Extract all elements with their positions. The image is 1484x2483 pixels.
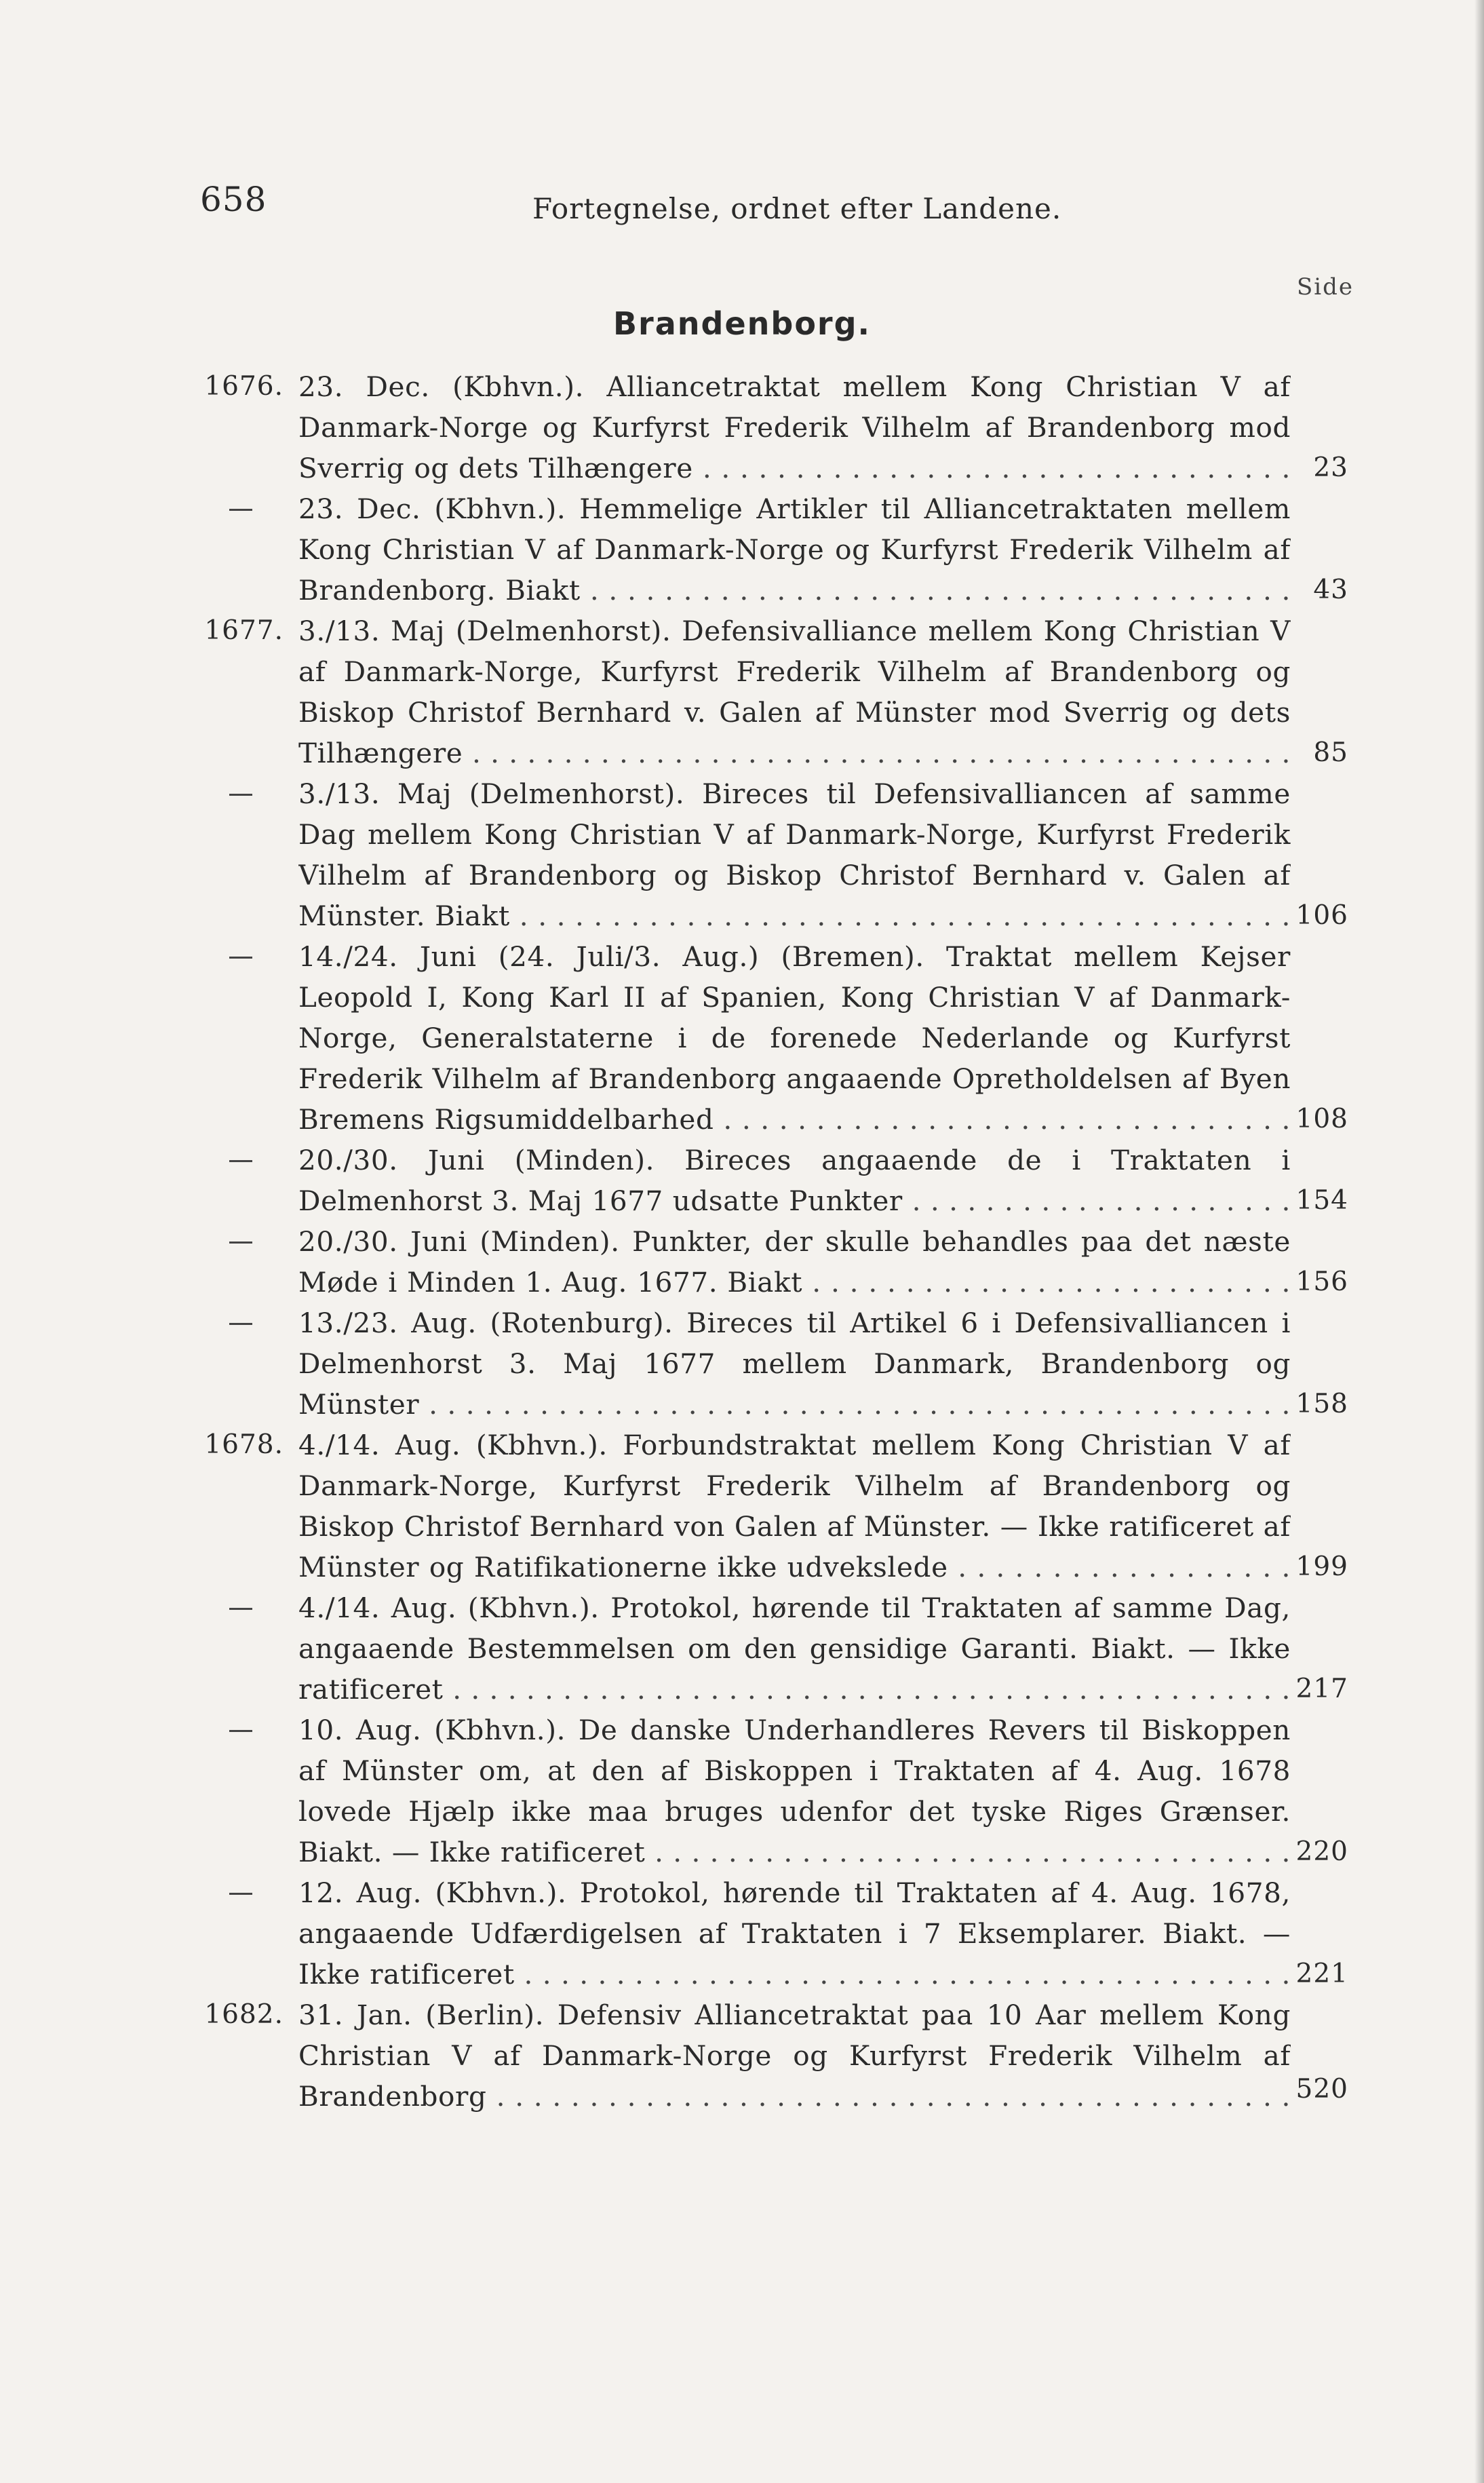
entry-page: 158 [1295, 1384, 1348, 1425]
side-column-label: Side [1297, 273, 1354, 301]
entry-year: 1678. [204, 1429, 284, 1460]
entry-text: 23. Dec. (Kbhvn.). Alliancetraktat mellem Kong Christian V af Danmark-Norge og Kurfyrst Frederik Vilhelm af Brandenborg mod Sverrig og dets Tilhængere . . . [298, 366, 1291, 488]
page-edge-shadow [1475, 0, 1484, 2483]
page-number: 658 [200, 180, 267, 219]
entry-page: 154 [1295, 1180, 1348, 1221]
ditto-dash [229, 794, 252, 796]
entry-page: 217 [1295, 1669, 1348, 1710]
ditto-dash [229, 1160, 252, 1162]
ditto-dash [229, 1730, 252, 1732]
entry-text: 4./14. Aug. (Kbhvn.). Protokol, hørende til Traktaten af samme Dag, angaaende Bestemmelsen om den gensidige Garanti. Biakt. — Ikke ratificeret . . . [298, 1587, 1291, 1710]
entry-page: 199 [1295, 1547, 1348, 1587]
running-title: Fortegnelse, ordnet efter Landene. [532, 192, 1062, 225]
entry-page: 520 [1295, 2069, 1348, 2110]
entry-text: 31. Jan. (Berlin). Defensiv Alliancetraktat paa 10 Aar mellem Kong Christian V af Danmark-Norge og Kurfyrst Frederik Vilhelm af Brandenborg . . . [298, 1995, 1291, 2117]
ditto-dash [229, 509, 252, 511]
entry-page: 106 [1295, 896, 1348, 936]
ditto-dash [229, 1323, 252, 1325]
entry-page: 108 [1295, 1099, 1348, 1140]
entry-text: 3./13. Maj (Delmenhorst). Defensivalliance mellem Kong Christian V af Danmark-Norge, Kurfyrst Frederik Vilhelm af Brandenborg og Biskop Christof Bernhard v. Galen af Münster mod Sverrig og dets Tilhængere . . . [298, 611, 1291, 773]
entry-text: 10. Aug. (Kbhvn.). De danske Underhandleres Revers til Biskoppen af Münster om, at den af Biskoppen i Traktaten af 4. Aug. 1678 lovede Hjælp ikke maa bruges udenfor det tyske Riges Grænser. Biakt. — Ikke ratificeret . . . [298, 1710, 1291, 1872]
entry-page: 43 [1295, 570, 1348, 611]
entry-year: 1682. [204, 1999, 284, 2030]
entry-year: 1676. [204, 371, 284, 402]
section-title: Brandenborg. [612, 305, 872, 342]
entry-text: 4./14. Aug. (Kbhvn.). Forbundstraktat mellem Kong Christian V af Danmark-Norge, Kurfyrst Frederik Vilhelm af Brandenborg og Biskop Christof Bernhard von Galen af Münster. — Ikke ratificeret af Münster og Ratifikationerne ikke udvekslede . . . [298, 1425, 1291, 1587]
entry-page: 85 [1295, 733, 1348, 773]
entry-text: 13./23. Aug. (Rotenburg). Bireces til Artikel 6 i Defensivalliancen i Delmenhorst 3. Maj 1677 mellem Danmark, Brandenborg og Münster . . . [298, 1303, 1291, 1425]
entry-text: 23. Dec. (Kbhvn.). Hemmelige Artikler til Alliancetraktaten mellem Kong Christian V af Danmark-Norge og Kurfyrst Frederik Vilhelm af Brandenborg. Biakt . . . [298, 488, 1291, 611]
entry-text: 20./30. Juni (Minden). Punkter, der skulle behandles paa det næste Møde i Minden 1. Aug. 1677. Biakt . . . [298, 1221, 1291, 1303]
entry-text: 12. Aug. (Kbhvn.). Protokol, hørende til Traktaten af 4. Aug. 1678, angaaende Udfærdigelsen af Traktaten i 7 Eksemplarer. Biakt. — Ikke ratificeret . . . [298, 1872, 1291, 1995]
entry-page: 221 [1295, 1954, 1348, 1995]
ditto-dash [229, 1242, 252, 1244]
entry-page: 23 [1295, 448, 1348, 488]
entry-text: 20./30. Juni (Minden). Bireces angaaende de i Traktaten i Delmenhorst 3. Maj 1677 udsatte Punkter . . . [298, 1140, 1291, 1221]
entry-text: 3./13. Maj (Delmenhorst). Bireces til Defensivalliancen af samme Dag mellem Kong Christian V af Danmark-Norge, Kurfyrst Frederik Vilhelm af Brandenborg og Biskop Christof Bernhard v. Galen af Münster. Biakt . . . [298, 773, 1291, 936]
entry-page: 220 [1295, 1832, 1348, 1872]
entry-page: 156 [1295, 1262, 1348, 1303]
ditto-dash [229, 1893, 252, 1895]
ditto-dash [229, 957, 252, 959]
entry-text: 14./24. Juni (24. Juli/3. Aug.) (Bremen). Traktat mellem Kejser Leopold I, Kong Karl II af Spanien, Kong Christian V af Danmark-Norge, Generalstaterne i de forenede Nederlande og Kurfyrst Frederik Vilhelm af Brandenborg angaaende Opretholdelsen af Byen Bremens Rigsumiddelbarhed . . . [298, 936, 1291, 1140]
entry-year: 1677. [204, 615, 284, 646]
ditto-dash [229, 1608, 252, 1610]
